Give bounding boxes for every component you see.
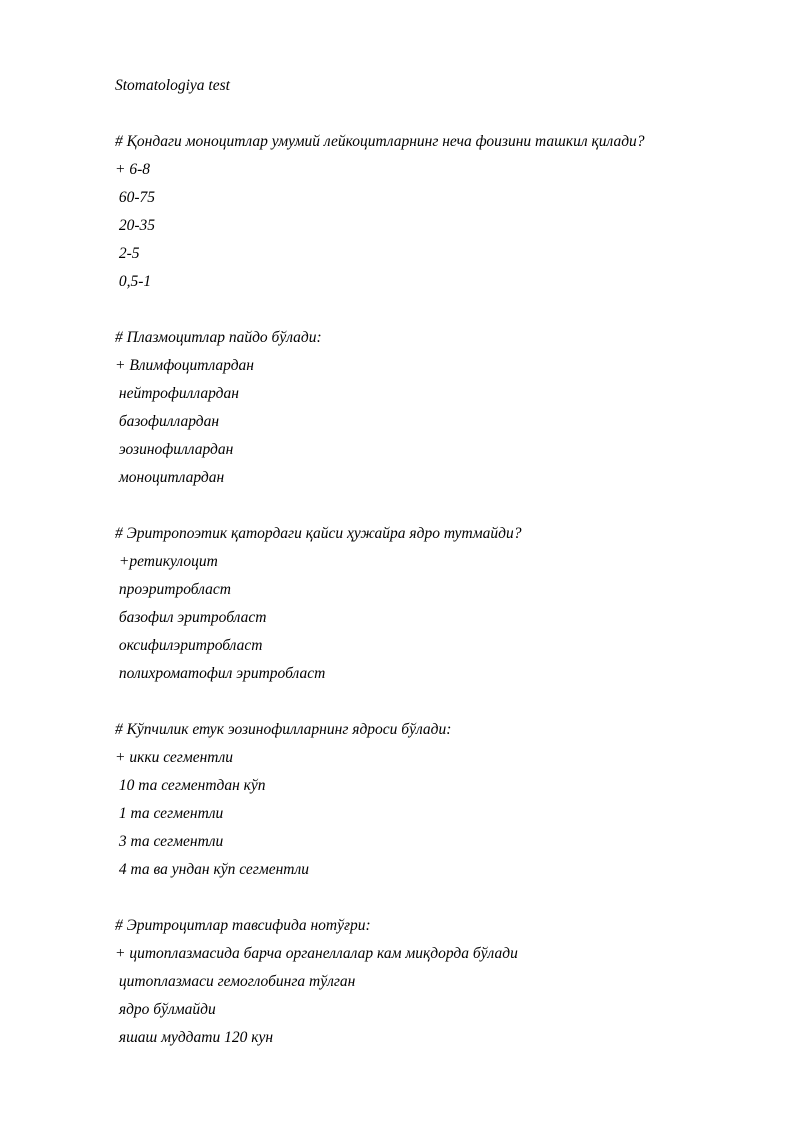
document-content [115,72,755,1080]
answer-option: 20-35 [115,217,156,234]
answer-option: яшаш муддати 120 кун [115,1029,274,1046]
answer-option: +ретикулоцит [115,553,218,570]
answer-option: + икки сегментли [115,749,233,766]
document-title: Stomatologiya test [115,77,230,94]
answer-option: 0,5-1 [115,273,152,290]
question-block-3 [115,520,755,688]
question-block-1 [115,128,755,296]
answer-option: проэритробласт [115,581,231,598]
question-text: # Кўпчилик етук эозинофилларнинг ядроси бўлади: [115,721,452,738]
question-block-5 [115,912,755,1052]
question-text: # Эритропоэтик қатордаги қайси ҳужайра ядро тутмайди? [115,525,522,542]
answer-option: базофиллардан [115,413,220,430]
answer-option: 10 та сегментдан кўп [115,777,266,794]
answer-option: 60-75 [115,189,156,206]
answer-option: моноцитлардан [115,469,225,486]
answer-option: цитоплазмаси гемоглобинга тўлган [115,973,356,990]
question-text: # Қондаги моноцитлар умумий лейкоцитларнинг неча фоизини ташкил қилади? [115,133,645,150]
answer-option: оксифилэритробласт [115,637,263,654]
answer-option: + Влимфоцитлардан [115,357,254,374]
answer-option: ядро бўлмайди [115,1001,216,1018]
question-block-4 [115,716,755,884]
answer-option: + цитоплазмасида барча органеллалар кам миқдорда бўлади [115,945,518,962]
answer-option: 2-5 [115,245,140,262]
answer-option: 1 та сегментли [115,805,224,822]
answer-option: 3 та сегментли [115,833,224,850]
answer-option: базофил эритробласт [115,609,267,626]
question-block-2 [115,324,755,492]
answer-option: эозинофиллардан [115,441,234,458]
answer-option: + 6-8 [115,161,150,178]
answer-option: полихроматофил эритробласт [115,665,326,682]
answer-option: 4 та ва ундан кўп сегментли [115,861,309,878]
question-text: # Эритроцитлар тавсифида нотўғри: [115,917,371,934]
answer-option: нейтрофиллардан [115,385,239,402]
question-text: # Плазмоцитлар пайдо бўлади: [115,329,322,346]
